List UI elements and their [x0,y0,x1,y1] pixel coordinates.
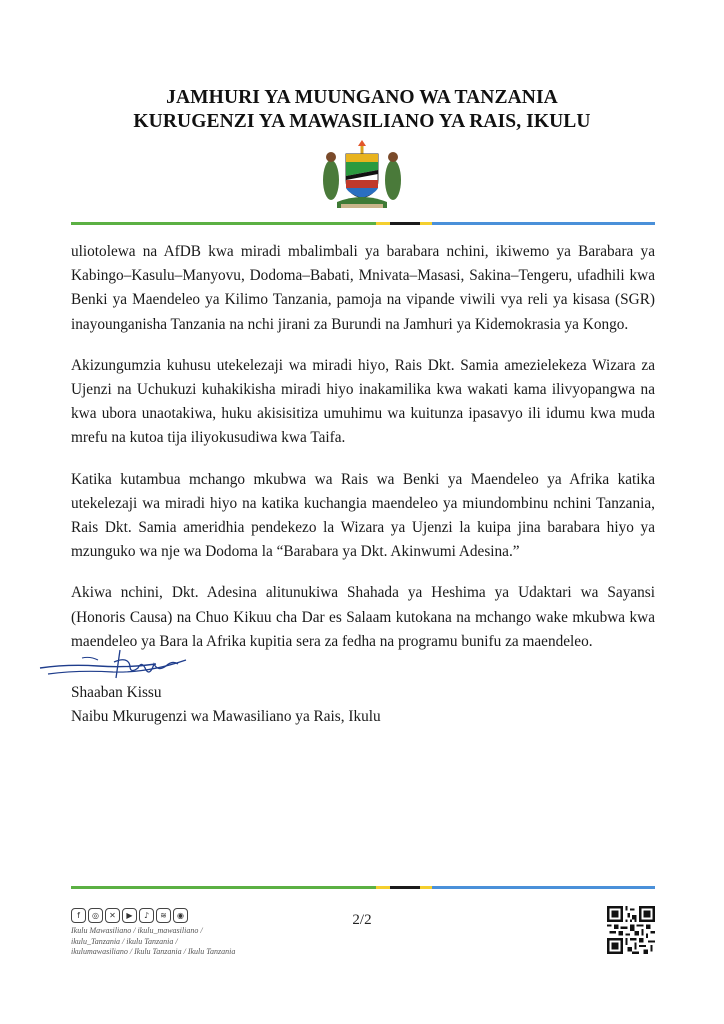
social-handles [71,926,246,958]
spotify-icon[interactable]: ≋ [156,908,171,923]
tiktok-icon[interactable]: ♪ [139,908,154,923]
press-release-body [71,240,655,671]
facebook-icon[interactable]: f [71,908,86,923]
page-number: 2/2 [352,912,372,928]
letterhead [0,86,724,134]
strip-green [71,886,376,889]
youtube-icon[interactable]: ▶ [122,908,137,923]
handwritten-signature [38,646,188,686]
strip-blue [432,222,655,225]
strip-black [390,222,420,225]
strip-yellow-2 [420,886,432,889]
strip-black [390,886,420,889]
podcast-icon[interactable]: ◉ [173,908,188,923]
letterhead-line-1: JAMHURI YA MUUNGANO WA TANZANIA [166,87,558,108]
strip-green [71,222,376,225]
strip-blue [432,886,655,889]
instagram-icon[interactable]: ◎ [88,908,103,923]
paragraph-1: uliotolewa na AfDB kwa miradi mbalimbali ya barabara nchini, ikiwemo ya Barabara ya Kabingo–Kasulu–Manyovu, Dodoma–Babati, Mnivata–Masasi, Sakina–Tengeru, ufadhili kwa Benki ya Maendeleo ya Kilimo Tanzania, pamoja na vipande viwili vya reli ya kisasa (SGR) inayounganisha Tanzania na nchi jirani za Burundi na Jamhuri ya Kidemokrasia ya Kongo. [71,243,655,333]
handles-line-1: Ikulu Mawasiliano / ikulu_mawasiliano / [71,926,203,935]
color-strip-bottom [71,886,655,889]
color-strip-top [71,222,655,225]
paragraph-4: Akiwa nchini, Dkt. Adesina alitunukiwa Shahada ya Heshima ya Udaktari wa Sayansi (Honoris Causa) na Chuo Kikuu cha Dar es Salaam kutokana na mchango wake mkubwa kwa maendeleo ya Bara la Afrika kupitia sera za fedha na programu bunifu za maendeleo. [71,584,655,650]
handles-line-2: ikulu_Tanzania / ikulu Tanzania / [71,936,178,946]
paragraph-2: Akizungumzia kuhusu utekelezaji wa miradi hiyo, Rais Dkt. Samia amezielekeza Wizara za Ujenzi na Uchukuzi kuhakikisha miradi hiyo inakamilika kwa wakati kama ilivyopangwa na kwa ubora unaotakiwa, huku akisisitiza umuhimu wa kuitunza ipasavyo ili idumu kwa muda mrefu na kutoa tija iliyokusudiwa kwa Taifa. [71,356,655,447]
handles-line-3: ikulumawasiliano / Ikulu Tanzania / Ikulu Tanzania [71,947,236,956]
strip-yellow-2 [420,222,432,225]
letterhead-line-2: KURUGENZI YA MAWASILIANO YA RAIS, IKULU [133,111,591,132]
coat-of-arms-icon [315,140,409,210]
x-icon[interactable]: ✕ [105,908,120,923]
signatory-title: Naibu Mkurugenzi wa Mawasiliano ya Rais, Ikulu [71,708,381,725]
signatory-block [71,681,381,729]
strip-yellow [376,222,390,225]
signatory-name: Shaaban Kissu [71,684,162,701]
paragraph-3: Katika kutambua mchango mkubwa wa Rais wa Benki ya Maendeleo ya Afrika katika utekelezaji wa miradi hiyo na katika kuchangia maendeleo ya miundombinu nchini Tanzania, Rais Dkt. Samia ameridhia pendekezo la Wizara ya Ujenzi la kuipa jina barabara hiyo ya mzunguko wa nje wa Dodoma la “Barabara ya Dkt. Akinwumi Adesina.” [71,470,655,561]
qr-code-icon[interactable] [607,906,655,954]
strip-yellow [376,886,390,889]
